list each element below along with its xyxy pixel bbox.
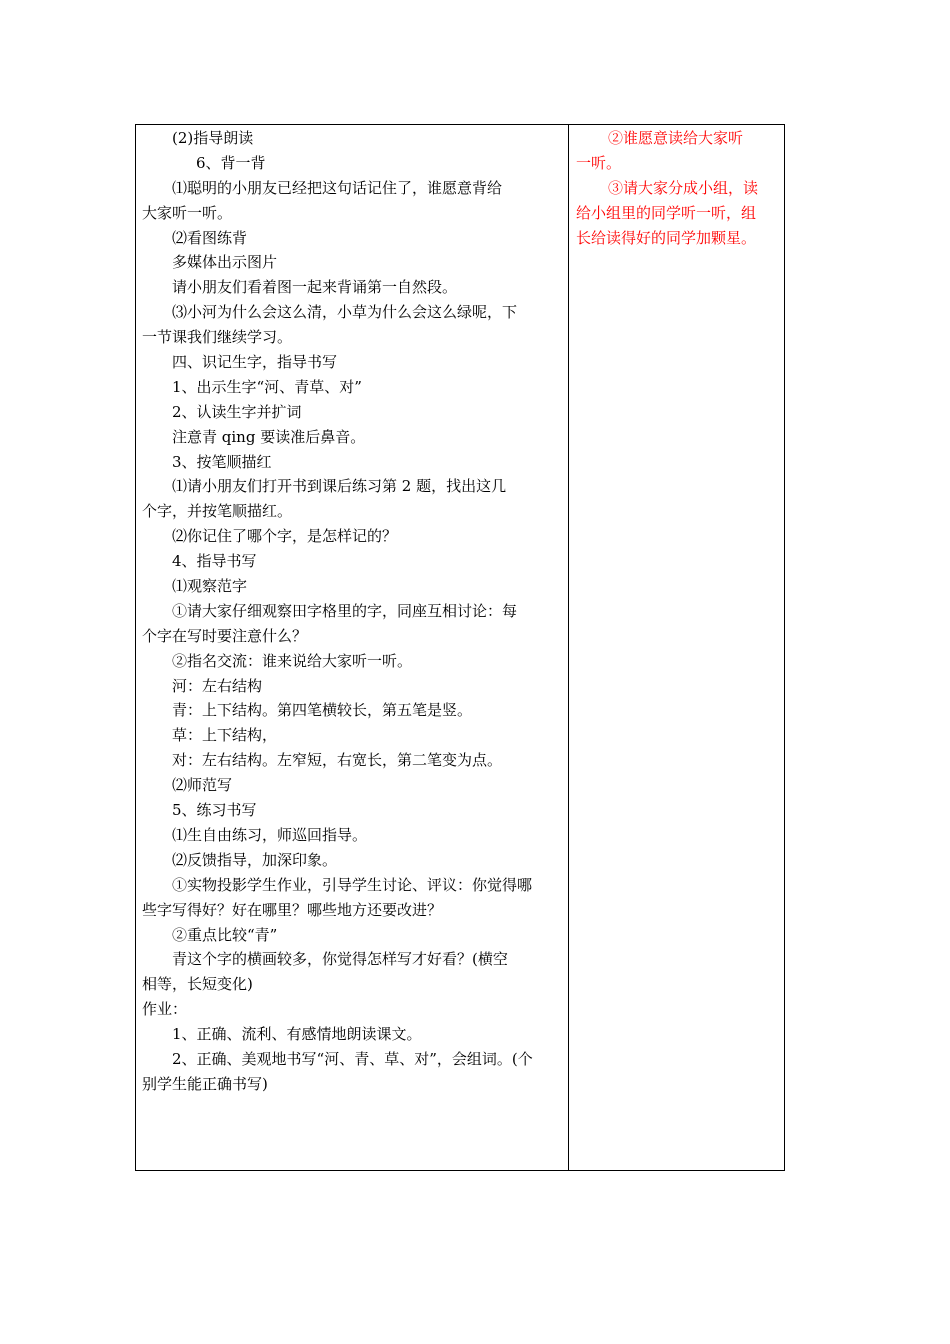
text-line: ⑵反馈指导，加深印象。 <box>172 850 338 869</box>
text-line: 2、认读生字并扩词 <box>172 402 302 421</box>
text-line: 对：左右结构。左窄短，右宽长，第二笔变为点。 <box>172 751 503 770</box>
section-heading: 四、识记生字，指导书写 <box>172 353 338 372</box>
text-line: 注意青 qing 要读准后鼻音。 <box>172 427 366 446</box>
text-line: 个字在写时要注意什么？ <box>142 626 308 645</box>
lesson-plan-table <box>135 124 785 1171</box>
text-line: ②指名交流：谁来说给大家听一听。 <box>172 651 413 670</box>
text-line: ①实物投影学生作业，引导学生讨论、评议：你觉得哪 <box>172 875 533 894</box>
text-line: ⑴聪明的小朋友已经把这句话记住了，谁愿意背给 <box>172 178 503 197</box>
text-line: (2)指导朗读 <box>172 129 254 147</box>
text-line: ⑵师范写 <box>172 776 233 795</box>
text-line: 多媒体出示图片 <box>172 253 278 272</box>
text-line: 1、出示生字“河、青草、对” <box>172 377 362 396</box>
text-line: 别学生能正确书写) <box>142 1074 268 1093</box>
text-line: ①请大家仔细观察田字格里的字，同座互相讨论：每 <box>172 601 518 620</box>
text-line: 河：左右结构 <box>172 676 263 695</box>
text-line: 相等，长短变化) <box>142 975 253 994</box>
text-line: 5、练习书写 <box>172 801 257 820</box>
text-line: 请小朋友们看着图一起来背诵第一自然段。 <box>172 278 458 297</box>
text-line: 一节课我们继续学习。 <box>142 328 293 347</box>
note-line: 长给读得好的同学加颗星。 <box>576 228 757 247</box>
text-line: 青：上下结构。第四笔横较长，第五笔是竖。 <box>172 701 473 720</box>
text-line: 2、正确、美观地书写“河、青、草、对”，会组词。(个 <box>172 1049 533 1068</box>
text-line: ⑴生自由练习，师巡回指导。 <box>172 825 368 844</box>
text-line: ⑵看图练背 <box>172 228 248 247</box>
text-line: 3、按笔顺描红 <box>172 452 272 471</box>
text-line: 大家听一听。 <box>142 203 233 222</box>
text-line: ⑶小河为什么会这么清，小草为什么会这么绿呢，下 <box>172 303 518 322</box>
text-line: ⑵你记住了哪个字，是怎样记的？ <box>172 527 398 546</box>
homework-heading: 作业： <box>142 1000 188 1019</box>
text-line: 1、正确、流利、有感情地朗读课文。 <box>172 1025 422 1044</box>
text-line: ⑴请小朋友们打开书到课后练习第 2 题，找出这几 <box>172 477 507 496</box>
text-line: 青这个字的横画较多，你觉得怎样写才好看？(横空 <box>172 950 508 969</box>
note-line: ③请大家分成小组，读 <box>608 178 759 197</box>
text-line: 4、指导书写 <box>172 552 257 571</box>
teaching-process-column <box>136 125 569 1170</box>
note-line: 给小组里的同学听一听，组 <box>576 203 757 222</box>
text-line: ②重点比较“青” <box>172 925 278 944</box>
text-line: 6、背一背 <box>196 153 266 172</box>
design-notes-column <box>569 125 784 1170</box>
text-line: ⑴观察范字 <box>172 577 248 596</box>
note-line: 一听。 <box>576 153 622 172</box>
text-line: 个字，并按笔顺描红。 <box>142 502 293 521</box>
note-line: ②谁愿意读给大家听 <box>608 129 744 147</box>
text-line: 草：上下结构， <box>172 726 278 745</box>
text-line: 些字写得好？好在哪里？哪些地方还要改进？ <box>142 900 443 919</box>
